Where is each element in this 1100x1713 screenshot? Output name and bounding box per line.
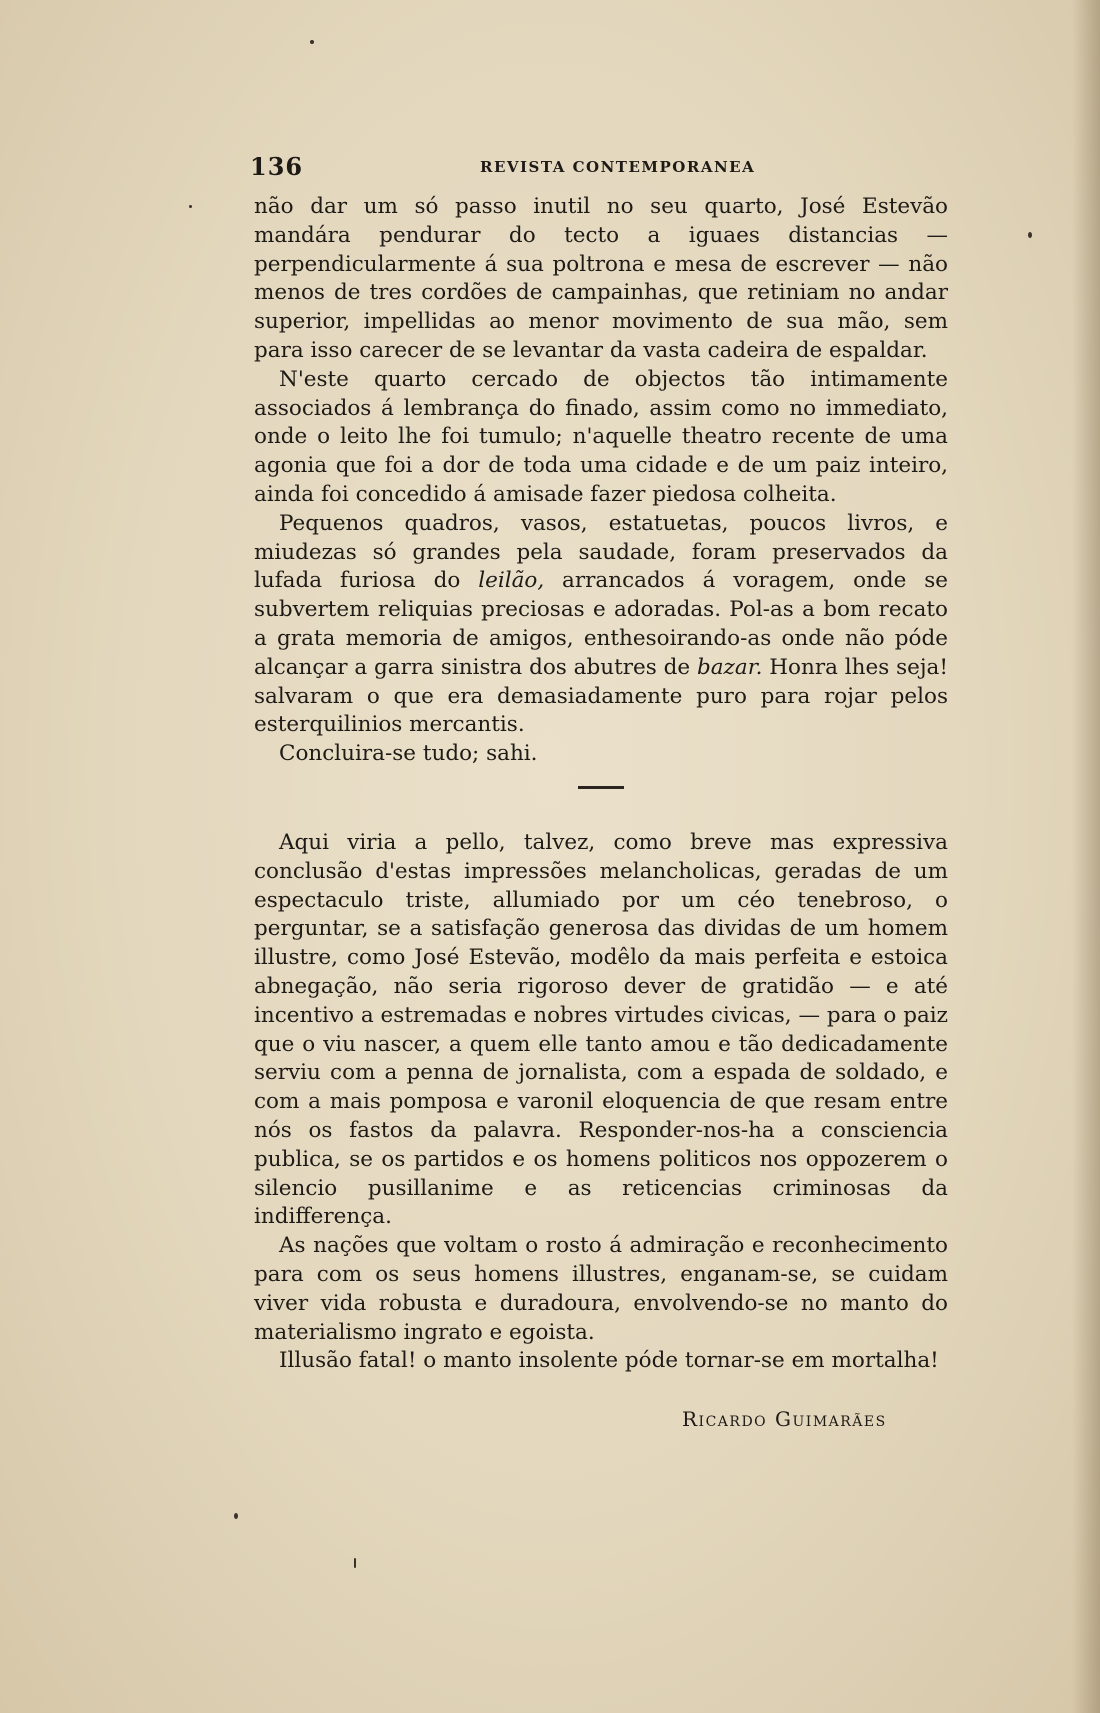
paper-speck — [310, 40, 314, 44]
paper-speck — [234, 1513, 238, 1519]
paper-speck — [1028, 232, 1032, 238]
paragraph-2 — [254, 366, 948, 510]
paragraph-text: não dar um só passo inutil no seu quarto, José Estevão mandára pendurar do tecto a iguaes distancias — perpendicularmente á sua poltrona e mesa de escrever — não menos de tres cordões de campainhas, que retiniam no andar superior, impellidas ao menor movimento de sua mão, sem para isso carecer de se levantar da vasta cadeira de espaldar. — [254, 194, 948, 363]
paper-speck — [189, 205, 192, 208]
paragraph-text: Concluira-se tudo; sahi. — [279, 741, 538, 767]
paper-speck — [354, 1558, 356, 1568]
paragraph-text: Pequenos quadros, vasos, estatuetas, poucos livros, e miudezas só grandes pela saudade, foram preservados da lufada furiosa do — [254, 510, 948, 594]
paragraph-3 — [254, 510, 948, 740]
section-divider — [578, 786, 624, 789]
paragraph-text: arrancados á voragem, onde se subvertem reliquias preciosas e adoradas. Pol-as a bom recato a grata memoria de amigos, enthesoirando-as onde não póde alcançar a garra sinistra dos abutres de — [254, 568, 949, 680]
paragraph-text: N'este quarto cercado de objectos tão intimamente associados á lembrança do finado, assim como no immediato, onde o leito lhe foi tumulo; n'aquelle theatro recente de uma agonia que foi a dor de toda uma cidade e de um paiz inteiro, ainda foi concedido á amisade fazer piedosa colheita. — [254, 366, 948, 507]
paragraph-5: Aqui viria a pello, talvez, como breve mas expressiva conclusão d'estas impressões melancholicas, geradas de um espectaculo triste, allumiado por um céo tenebroso, o perguntar, se a satisfação generosa das dividas de um homem illustre, como José Estevão, modêlo da mais perfeita e estoica abnegação, não seria rigoroso dever de gratidão — e até incentivo a estremadas e nobres virtudes civicas, — para o paiz que o viu nascer, a quem elle tanto amou e tão dedicadamente serviu com a penna de jornalista, com a espada de soldado, e com a mais pomposa e varonil eloquencia de que resam entre nós os fastos da palavra. Responder-nos-ha a consciencia publica, se os partidos e os homens politicos nos oppozerem o silencio pusillanime e as reticencias criminosas da indifferença. — [254, 830, 948, 1230]
italic-word-bazar: bazar. — [696, 654, 763, 680]
page-number: 136 — [250, 152, 304, 181]
italic-word-leilao: leilão, — [478, 568, 545, 594]
running-title: REVISTA CONTEMPORANEA — [480, 158, 756, 176]
author-signature: Ricardo Guimarães — [682, 1407, 887, 1431]
paragraph-6: As nações que voltam o rosto á admiração e reconhecimento para com os seus homens illustres, enganam-se, se cuidam viver vida robusta e duradoura, envolvendo-se no manto do materialismo ingrato e egoista. — [254, 1233, 948, 1345]
paragraph-1 — [254, 193, 948, 366]
paragraph-text: Honra lhes seja! salvaram o que era demasiadamente puro para rojar pelos esterquilinios mercantis. — [254, 654, 948, 738]
paragraph-4 — [254, 740, 948, 769]
page-header — [250, 152, 950, 182]
body-text-section-one — [254, 193, 948, 769]
page-edge-shadow — [1072, 0, 1100, 1713]
paragraph-7: Illusão fatal! o manto insolente póde tornar-se em mortalha! — [279, 1348, 939, 1374]
body-text-section-two — [254, 829, 948, 1376]
